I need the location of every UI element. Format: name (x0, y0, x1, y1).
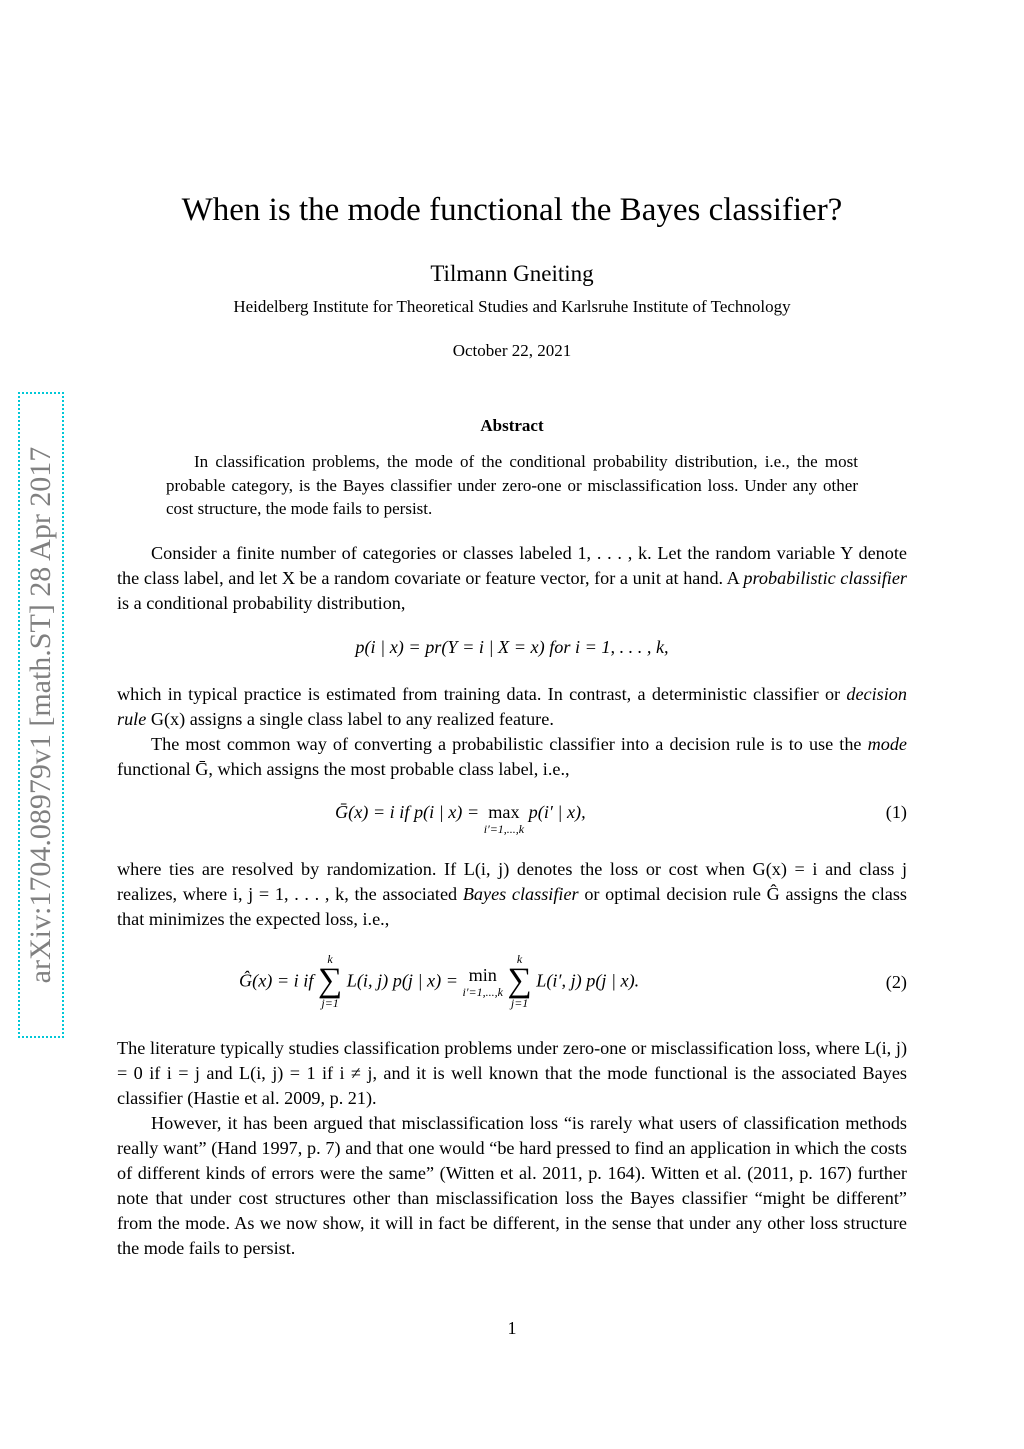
equation-number-2: (2) (885, 972, 907, 992)
eq1-operator: max (488, 802, 520, 822)
arxiv-stamp: arXiv:1704.08979v1 [math.ST] 28 Apr 2017 (24, 446, 57, 984)
page-number: 1 (507, 1318, 517, 1338)
abstract-heading: Abstract (480, 416, 544, 435)
summation-1: k ∑ j=1 (317, 952, 343, 1010)
paper-date: October 22, 2021 (452, 341, 572, 360)
paragraph-5: The literature typically studies classification problems under zero-one or misclassification loss, where L(i, j) = 0 if i = j and L(i, j) = 1 if i ≠ j, and it is well known that the mode functional is the associated Bayes classifier (Hastie et al. 2009, p. 21). (117, 1038, 907, 1108)
paragraph-4: where ties are resolved by randomization. If L(i, j) denotes the loss or cost when G(x) = i and class j realizes, where i, j = 1, . . . , k, the associated Bayes classifier or optimal decision rule Ĝ assigns the class that minimizes the expected loss, i.e., (117, 859, 907, 929)
eq2-middle: L(i, j) p(j | x) = (342, 970, 463, 991)
eq1-left: Ḡ(x) = i if p(i | x) = (335, 802, 484, 822)
equation-0: p(i | x) = pr(Y = i | X = x) for i = 1, . . . , k, (355, 637, 669, 657)
abstract-text: In classification problems, the mode of the conditional probability distribution, i.e., the most probable category, is the Bayes classifier under zero-one or misclassification loss. Under any other cost structure, the mode fails to persist. (166, 452, 858, 518)
eq2-subscript: i′=1,...,k (462, 984, 503, 999)
paragraph-3: The most common way of converting a probabilistic classifier into a decision rule is to use the mode functional Ḡ, which assigns the most probable class label, i.e., (117, 734, 907, 779)
eq1-subscript: i′=1,...,k (483, 822, 525, 836)
summation-2: k ∑ j=1 (507, 952, 532, 1010)
eq2-operator: min (468, 964, 497, 985)
paragraph-6: However, it has been argued that misclassification loss “is rarely what users of classification methods really want” (Hand 1997, p. 7) and that one would “be hard pressed to find an application in which the costs of different kinds of errors were the same” (Witten et al. 2011, p. 164). Witten et al. (2011, p. 167) further note that under cost structures other than misclassification loss the Bayes classifier “might be different” from the mode. As we now show, it will in fact be different, in the sense that under any other loss structure the mode fails to persist. (117, 1113, 907, 1258)
paper-title: When is the mode functional the Bayes classifier? (181, 192, 843, 228)
equation-number-1: (1) (885, 802, 907, 822)
eq2-right: L(i′, j) p(j | x). (531, 970, 640, 991)
paragraph-1: Consider a finite number of categories or classes labeled 1, . . . , k. Let the random variable Y denote the class label, and let X be a random covariate or feature vector, for a unit at hand. A probabilistic classifier is a conditional probability distribution, (117, 543, 907, 613)
author-affiliation: Heidelberg Institute for Theoretical Studies and Karlsruhe Institute of Technology (233, 297, 791, 316)
paragraph-2: which in typical practice is estimated from training data. In contrast, a deterministic classifier or decision rule G(x) assigns a single class label to any realized feature. (117, 684, 907, 729)
author-name: Tilmann Gneiting (430, 261, 594, 286)
eq2-left: Ĝ(x) = i if (239, 970, 318, 991)
eq1-right: p(i′ | x), (524, 802, 586, 822)
